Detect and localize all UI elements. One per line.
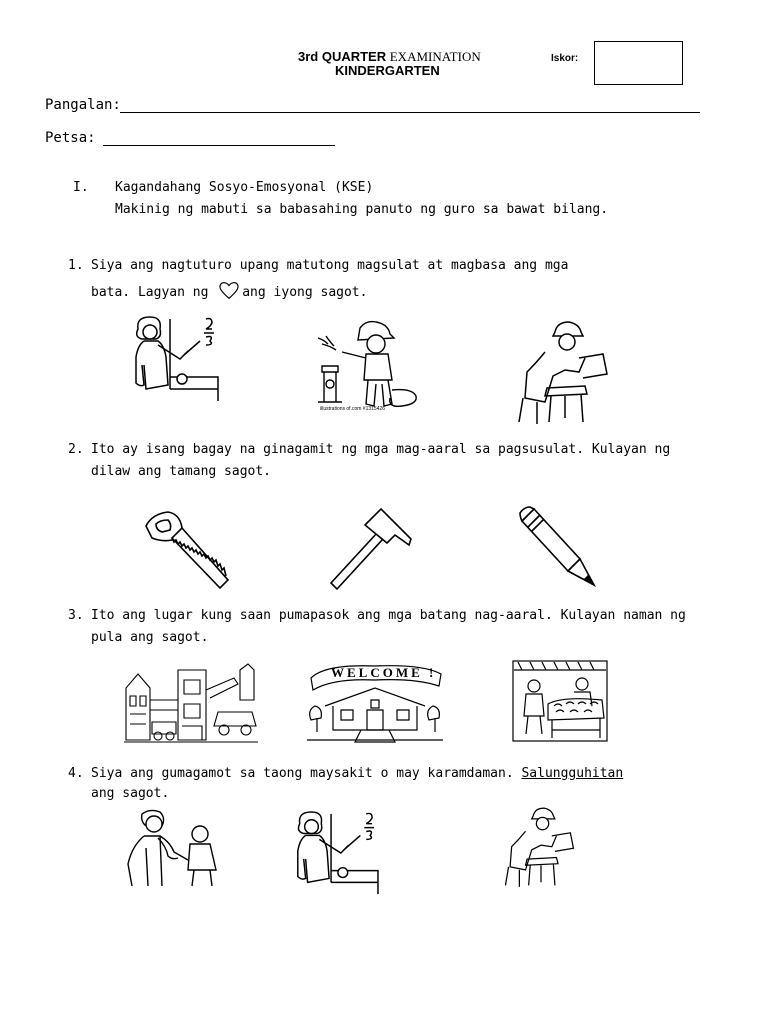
question-4-line1	[91, 765, 623, 783]
market-image[interactable]	[512, 660, 608, 742]
question-3-number: 3.	[68, 608, 84, 623]
grade-level: KINDERGARTEN	[335, 63, 440, 78]
name-field-line[interactable]	[120, 112, 700, 113]
hammer-image[interactable]	[325, 505, 415, 590]
section-instruction: Makinig ng mabuti sa babasahing panuto ng guro sa bawat bilang.	[115, 202, 609, 217]
question-1-line1: Siya ang nagtuturo upang matutong magsulat at magbasa ang mga	[91, 258, 569, 273]
question-3-line1: Ito ang lugar kung saan pumapasok ang mga batang nag-aaral. Kulayan naman ng	[91, 608, 686, 623]
question-4-number: 4.	[68, 766, 84, 781]
question-4-underlined-word: Salungguhitan	[521, 766, 624, 781]
teacher-image[interactable]	[122, 315, 222, 405]
question-1-line2-after: ang iyong sagot.	[242, 285, 368, 301]
question-2-number: 2.	[68, 442, 84, 457]
image-caption: illustrations of.com #1315426	[320, 406, 386, 412]
carpenter-image-2[interactable]	[496, 805, 586, 890]
heart-outline-icon	[218, 280, 240, 300]
saw-image[interactable]	[142, 510, 232, 590]
exam-title-suffix: EXAMINATION	[389, 49, 481, 64]
question-2-line2: dilaw ang tamang sagot.	[91, 464, 272, 479]
question-4-line2: ang sagot.	[91, 786, 170, 801]
section-number: I.	[73, 180, 89, 195]
exam-title	[298, 50, 538, 80]
fire-station-image[interactable]	[122, 660, 260, 745]
doctor-image[interactable]	[122, 808, 222, 888]
date-field-line[interactable]	[103, 145, 335, 146]
exam-title-prefix: 3rd QUARTER	[298, 49, 390, 64]
teacher-image-2[interactable]	[283, 810, 383, 898]
section-title: Kagandahang Sosyo-Emosyonal (KSE)	[115, 180, 374, 195]
question-4-line1-before: Siya ang gumagamot sa taong maysakit o may karamdaman.	[91, 766, 522, 781]
name-label: Pangalan:	[45, 97, 121, 113]
question-2-line1: Ito ay isang bagay na ginagamit ng mga mag-aaral sa pagsusulat. Kulayan ng	[91, 442, 671, 457]
date-label: Petsa:	[45, 130, 96, 146]
school-image[interactable]	[305, 660, 445, 745]
school-welcome-sign: WELCOME !	[331, 665, 437, 680]
score-box[interactable]	[594, 41, 683, 85]
firefighter-image[interactable]	[302, 318, 422, 418]
score-label: Iskor:	[551, 53, 579, 64]
question-3-line2: pula ang sagot.	[91, 630, 209, 645]
question-1-line2	[91, 280, 367, 302]
pencil-image[interactable]	[518, 505, 598, 587]
carpenter-image[interactable]	[515, 318, 615, 428]
question-1-number: 1.	[68, 258, 84, 273]
question-1-line2-before: bata. Lagyan ng	[91, 285, 209, 301]
